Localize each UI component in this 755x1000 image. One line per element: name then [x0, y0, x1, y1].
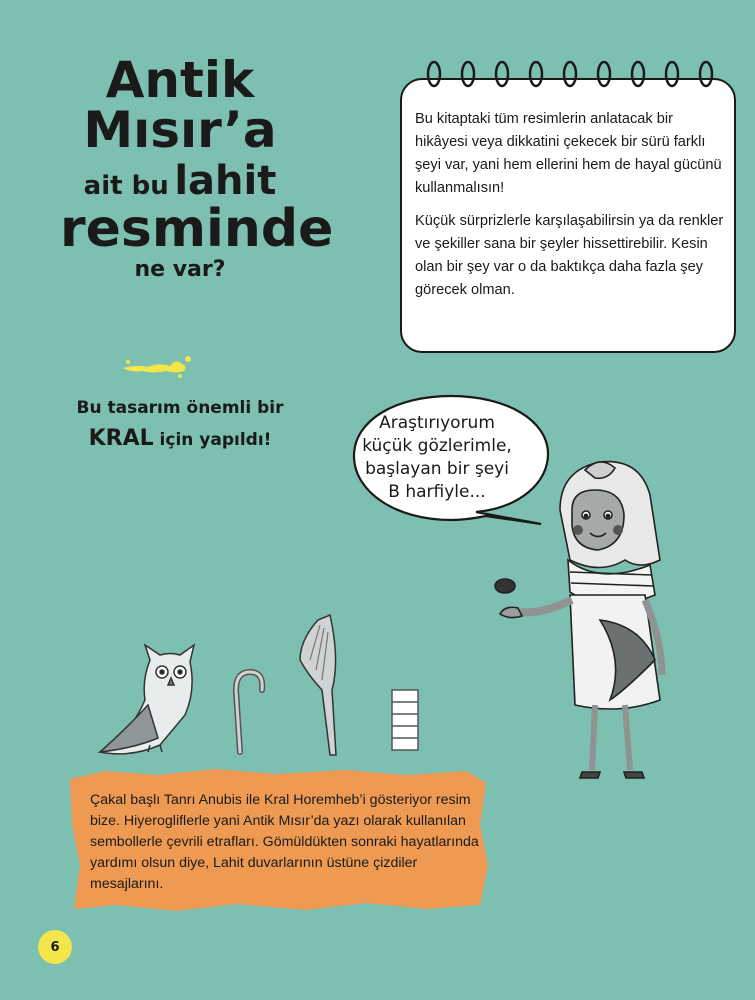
owl-icon	[100, 645, 194, 754]
blocks-icon	[392, 690, 418, 750]
subtitle-line-1: Bu tasarım önemli bir	[76, 398, 284, 418]
bubble-line-1: Araştırıyorum	[379, 413, 495, 433]
yellow-splash-icon	[118, 352, 198, 382]
subtitle-line-2	[60, 422, 300, 455]
title-line-4: resminde	[60, 199, 334, 259]
speech-bubble-text	[352, 412, 522, 504]
title-line-3b: lahit	[174, 158, 277, 204]
notebook-text	[415, 108, 725, 312]
subtitle	[60, 396, 300, 455]
bubble-line-3: başlayan bir şeyi	[365, 459, 509, 479]
bubble-line-4: B harfiyle...	[388, 482, 486, 502]
title-line-3a: ait bu	[83, 171, 169, 201]
feather-icon	[300, 615, 336, 755]
subtitle-line-2-rest: için yapıldı!	[153, 429, 272, 450]
spiral-rings-icon	[420, 58, 720, 98]
title-line-1: Antik	[105, 51, 255, 109]
caption-text: Çakal başlı Tanrı Anubis ile Kral Horemheb’i gösteriyor resim bize. Hiyerogliflerle yani Antik Mısır’da yazı olarak kullanılan sembollerle çevrili etrafları. Gömüldükten sonraki hayatlarında yardımı olsun diye, Lahit duvarlarının üstüne çizdiler mesajlarını.	[90, 792, 479, 892]
page-title	[60, 51, 334, 282]
notebook-paragraph-1: Bu kitaptaki tüm resimlerin anlatacak bir hikâyesi veya dikkatini çekecek bir sürü farklı şeyi var, yani hem ellerini hem de hayal gücünü kullanmalısın!	[415, 111, 722, 196]
title-line-5: ne var?	[134, 257, 226, 282]
page-number: 6	[38, 930, 72, 964]
notebook-paragraph-2: Küçük sürprizlerle karşılaşabilirsin ya da renkler ve şekiller sana bir şeyler hissettirebilir. Kesin olan bir şey var o da baktıkça daha fazla şey görecek olman.	[415, 213, 724, 298]
title-line-2: Mısır’a	[83, 101, 277, 159]
bubble-line-2: küçük gözlerimle,	[362, 436, 512, 456]
title-line-3	[60, 158, 300, 204]
crook-icon	[236, 672, 262, 752]
subtitle-kral: KRAL	[88, 425, 154, 451]
